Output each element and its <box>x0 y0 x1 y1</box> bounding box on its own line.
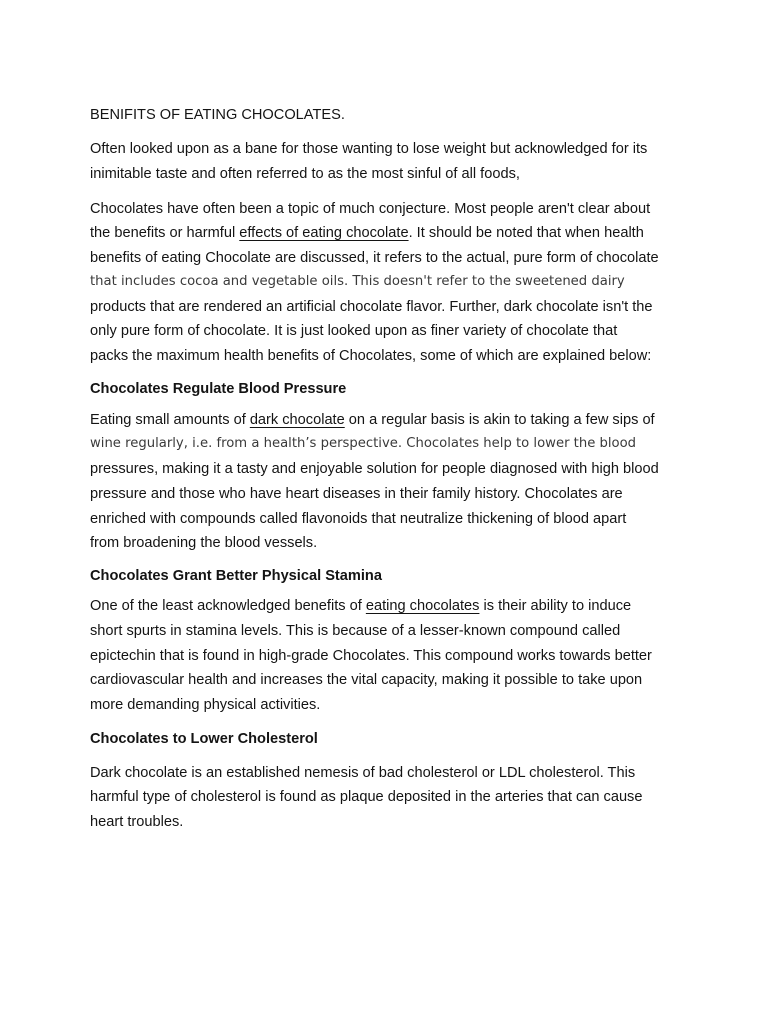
p1-line-7: packs the maximum health benefits of Chocolates, some of which are explained below: <box>90 348 652 364</box>
heading-physical-stamina: Chocolates Grant Better Physical Stamina <box>90 568 382 584</box>
p2-line-4: pressure and those who have heart diseases in their family history. Chocolates are <box>90 486 623 502</box>
p3-line-1 <box>90 596 631 616</box>
p1-line-2 <box>90 223 644 243</box>
p4-line-2: harmful type of cholesterol is found as plaque deposited in the arteries that can cause <box>90 789 643 805</box>
intro-line-2: inimitable taste and often referred to as the most sinful of all foods, <box>90 166 520 182</box>
p1-line-4: that includes cocoa and vegetable oils. This doesn't refer to the sweetened dairy <box>90 274 625 289</box>
heading-lower-cholesterol: Chocolates to Lower Cholesterol <box>90 731 318 747</box>
p3-text: is their ability to induce <box>479 598 632 614</box>
eating-chocolates-link[interactable]: eating chocolates <box>365 598 480 614</box>
p2-text: Eating small amounts of <box>90 412 250 428</box>
intro-line-1: Often looked upon as a bane for those wanting to lose weight but acknowledged for its <box>90 141 648 157</box>
p1-line-3: benefits of eating Chocolate are discussed, it refers to the actual, pure form of chocolate <box>90 250 659 266</box>
p3-line-3: epictechin that is found in high-grade Chocolates. This compound works towards better <box>90 648 652 664</box>
p1-line-1: Chocolates have often been a topic of much conjecture. Most people aren't clear about <box>90 201 651 217</box>
p1-line-5: products that are rendered an artificial chocolate flavor. Further, dark chocolate isn't the <box>90 299 653 315</box>
p3-line-5: more demanding physical activities. <box>90 697 321 713</box>
p3-line-4: cardiovascular health and increases the vital capacity, making it possible to take upon <box>90 672 643 688</box>
p1-line-6: only pure form of chocolate. It is just looked upon as finer variety of chocolate that <box>90 323 618 339</box>
p2-line-3: pressures, making it a tasty and enjoyable solution for people diagnosed with high blood <box>90 461 659 477</box>
p2-line-5: enriched with compounds called flavonoids that neutralize thickening of blood apart <box>90 511 627 527</box>
p1-text: the benefits or harmful <box>90 225 240 241</box>
p2-text: on a regular basis is akin to taking a few sips of <box>344 412 655 428</box>
p2-line-1 <box>90 410 655 430</box>
p2-line-6: from broadening the blood vessels. <box>90 535 318 551</box>
p4-line-3: heart troubles. <box>90 814 184 830</box>
p4-line-1: Dark chocolate is an established nemesis of bad cholesterol or LDL cholesterol. This <box>90 765 636 781</box>
p3-text: One of the least acknowledged benefits of <box>90 598 366 614</box>
dark-chocolate-link[interactable]: dark chocolate <box>249 412 345 428</box>
p1-text: . It should be noted that when health <box>408 225 644 241</box>
p3-line-2: short spurts in stamina levels. This is because of a lesser-known compound called <box>90 623 621 639</box>
p2-line-2: wine regularly, i.e. from a health’s perspective. Chocolates help to lower the blood <box>90 436 637 451</box>
heading-blood-pressure: Chocolates Regulate Blood Pressure <box>90 381 347 397</box>
document-title: BENIFITS OF EATING CHOCOLATES. <box>90 107 345 123</box>
effects-of-eating-chocolate-link[interactable]: effects of eating chocolate <box>239 225 409 241</box>
